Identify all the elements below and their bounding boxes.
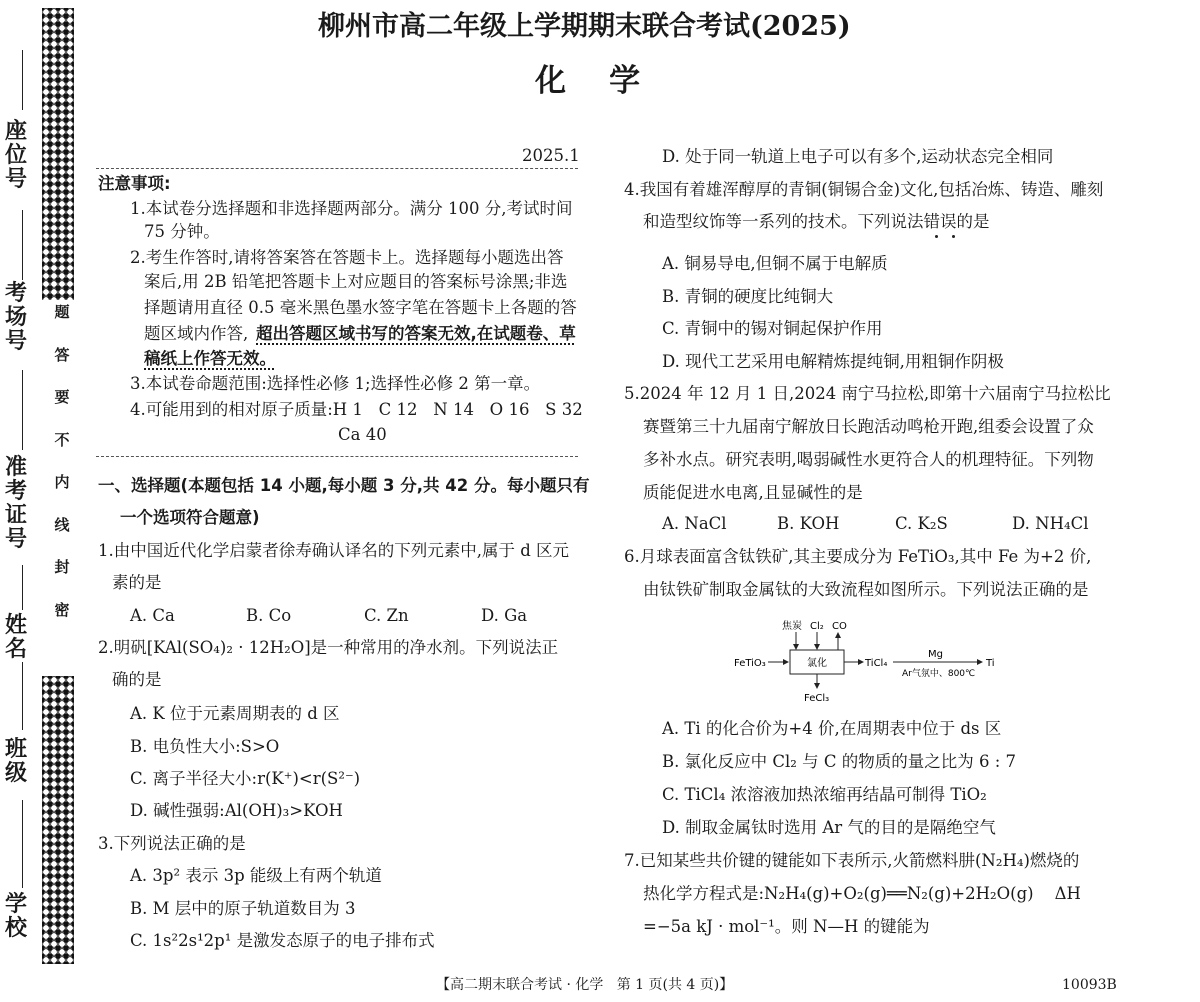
q6-option: C. TiCl₄ 浓溶液加热浓缩再结晶可制得 TiO₂ (662, 785, 987, 804)
q3-option: A. 3p² 表示 3p 能级上有两个轨道 (130, 866, 382, 885)
q2-option: D. 碱性强弱:Al(OH)₃>KOH (130, 801, 343, 820)
notice-line: 3.本试卷命题范围:选择性必修 1;选择性必修 2 第一章。 (130, 374, 541, 393)
q1-option: C. Zn (364, 606, 409, 625)
q1-option: B. Co (246, 606, 292, 625)
notice-emphasis: 超出答题区域书写的答案无效,在试题卷、草 (256, 324, 576, 343)
flow-reagent-coke: 焦炭 (782, 621, 802, 632)
q4-option: A. 铜易导电,但铜不属于电解质 (662, 254, 888, 273)
notice-emphasis: 稿纸上作答无效。 (144, 349, 276, 368)
exam-date: 2025.1 (522, 146, 580, 165)
side-label-room: 考 场 号 (4, 281, 27, 354)
seal-char: 密 (54, 601, 70, 619)
seal-char: 不 (54, 431, 70, 449)
seal-char: 题 (54, 303, 70, 321)
q6-option: A. Ti 的化合价为+4 价,在周期表中位于 ds 区 (662, 719, 1002, 738)
q4-option: C. 青铜中的锡对铜起保护作用 (662, 319, 883, 338)
q4-option: D. 现代工艺采用电解精炼提纯铜,用粗铜作阴极 (662, 352, 1004, 371)
q6-option: B. 氯化反应中 Cl₂ 与 C 的物质的量之比为 6 : 7 (662, 752, 1017, 771)
q5-option: A. NaCl (662, 514, 727, 533)
notice-line: 4.可能用到的相对原子质量:H 1 C 12 N 14 O 16 S 32 (130, 400, 583, 419)
notice-line: 案后,用 2B 铅笔把答题卡上对应题目的答案标号涂黑;非选 (144, 272, 568, 291)
q2-option: B. 电负性大小:S>O (130, 737, 280, 756)
flow-intermediate: TiCl₄ (865, 658, 888, 669)
notice-heading: 注意事项: (98, 174, 171, 193)
side-label-class: 班 级 (4, 737, 27, 786)
page-footer: 【高二期末联合考试 · 化学 第 1 页(共 4 页)】 (436, 977, 734, 993)
q6-option: D. 制取金属钛时选用 Ar 气的目的是隔绝空气 (662, 818, 996, 837)
notice-line: 题区域内作答, (144, 324, 249, 343)
q5-stem: 5.2024 年 12 月 1 日,2024 南宁马拉松,即第十六届南宁马拉松比 (624, 384, 1111, 403)
side-underline-6 (22, 800, 23, 888)
side-underline-2 (22, 210, 23, 280)
flow-output: Ti (986, 658, 995, 669)
q3-option: D. 处于同一轨道上电子可以有多个,运动状态完全相同 (662, 147, 1054, 166)
notice-line: Ca 40 (338, 425, 387, 444)
seal-char: 要 (54, 388, 70, 406)
q5-option: D. NH₄Cl (1012, 514, 1089, 533)
side-label-seat: 座 位 号 (4, 119, 27, 192)
q4-stem: 4.我国有着雄浑醇厚的青铜(铜锡合金)文化,包括冶炼、铸造、雕刻 (624, 180, 1104, 199)
binding-pattern-top (42, 8, 74, 300)
side-underline-5 (22, 662, 23, 730)
q5-stem: 多补水点。研究表明,喝弱碱性水更符合人的机理特征。下列物 (643, 450, 1094, 469)
q4-option: B. 青铜的硬度比纯铜大 (662, 287, 834, 306)
binding-pattern-bottom (42, 676, 74, 964)
flow-box-label: 氯化 (807, 658, 827, 669)
flow-condition-top: Mg (928, 649, 943, 660)
notice-line: 择题请用直径 0.5 毫米黑色墨水签字笔在答题卡上各题的答 (144, 298, 577, 317)
paper-code: 10093B (1062, 977, 1117, 993)
side-label-ticket: 准 考 证 号 (4, 455, 27, 552)
q4-stem: 和造型纹饰等一系列的技术。下列说法错误的是 (643, 212, 990, 231)
flow-product-co: CO (832, 621, 847, 632)
q2-stem: 确的是 (112, 670, 162, 689)
q7-stem: =−5a kJ · mol⁻¹。则 N—H 的键能为 (643, 917, 930, 936)
seal-char: 线 (54, 516, 70, 534)
side-underline-3 (22, 370, 23, 450)
q5-stem: 质能促进水电离,且显碱性的是 (643, 483, 863, 502)
q1-option: D. Ga (481, 606, 528, 625)
q3-stem: 3.下列说法正确的是 (98, 834, 246, 853)
side-label-name: 姓 名 (4, 613, 27, 662)
notice-line: 1.本试卷分选择题和非选择题两部分。满分 100 分,考试时间 (130, 199, 573, 218)
q2-option: A. K 位于元素周期表的 d 区 (130, 704, 340, 723)
notice-line: 2.考生作答时,请将答案答在答题卡上。选择题每小题选出答 (130, 248, 564, 267)
seal-char: 内 (54, 473, 70, 491)
q1-option: A. Ca (130, 606, 175, 625)
flow-reagent-cl2: Cl₂ (810, 621, 824, 632)
process-flow-diagram (730, 616, 1010, 708)
q6-stem: 由钛铁矿制取金属钛的大致流程如图所示。下列说法正确的是 (643, 580, 1089, 599)
q5-stem: 赛暨第三十九届南宁解放日长跑活动鸣枪开跑,组委会设置了众 (643, 417, 1094, 436)
seal-char: 答 (54, 346, 70, 364)
q7-stem: 7.已知某些共价键的键能如下表所示,火箭燃料肼(N₂H₄)燃烧的 (624, 851, 1080, 870)
flow-condition-bottom: Ar气氛中、800℃ (902, 669, 976, 679)
q5-option: C. K₂S (895, 514, 948, 533)
emphasis-dot (952, 235, 955, 238)
q5-option: B. KOH (777, 514, 840, 533)
side-underline-1 (22, 50, 23, 110)
side-underline-4 (22, 565, 23, 610)
seal-char: 封 (54, 558, 70, 576)
q1-stem: 素的是 (112, 573, 162, 592)
q3-option: B. M 层中的原子轨道数目为 3 (130, 899, 356, 918)
q6-stem: 6.月球表面富含钛铁矿,其主要成分为 FeTiO₃,其中 Fe 为+2 价, (624, 547, 1092, 566)
q1-stem: 1.由中国近代化学启蒙者徐寿确认译名的下列元素中,属于 d 区元 (98, 541, 570, 560)
q3-option: C. 1s²2s¹2p¹ 是激发态原子的电子排布式 (130, 931, 435, 950)
section-heading: 一、选择题(本题包括 14 小题,每小题 3 分,共 42 分。每小题只有 (98, 476, 590, 495)
emphasis-dot (935, 235, 938, 238)
notice-line: 75 分钟。 (144, 222, 220, 241)
section-heading: 一个选项符合题意) (120, 508, 260, 527)
notice-separator (96, 456, 578, 457)
q7-stem: 热化学方程式是:N₂H₄(g)+O₂(g)══N₂(g)+2H₂O(g) ΔH (643, 884, 1081, 903)
subject-title: 化 学 (535, 63, 641, 99)
header-separator (96, 168, 578, 169)
flow-byproduct: FeCl₃ (804, 693, 830, 704)
q2-stem: 2.明矾[KAl(SO₄)₂ · 12H₂O]是一种常用的净水剂。下列说法正 (98, 638, 559, 657)
q2-option: C. 离子半径大小:r(K⁺)<r(S²⁻) (130, 769, 361, 788)
flow-input: FeTiO₃ (734, 658, 766, 669)
exam-title: 柳州市高二年级上学期期末联合考试(2025) (318, 11, 851, 42)
side-label-school: 学 校 (4, 892, 27, 941)
